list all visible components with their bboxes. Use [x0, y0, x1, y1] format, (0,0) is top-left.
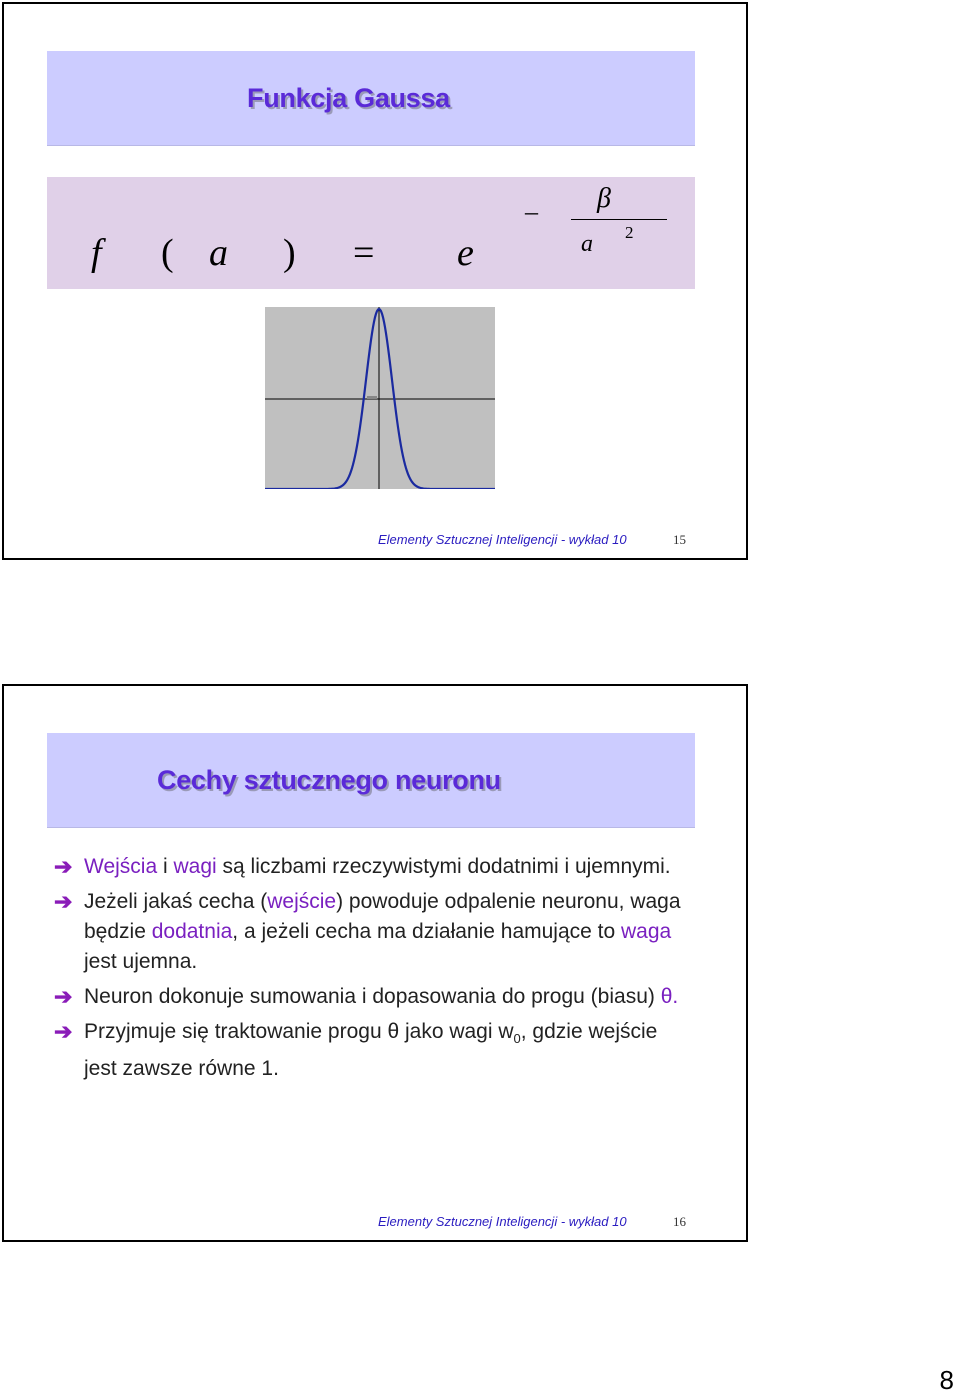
bullet-text: ) powoduje odpalenie neuronu, waga będzie: [84, 890, 681, 943]
bullet-text: , gdzie wejście jest zawsze równe 1.: [84, 1020, 658, 1081]
formula-lparen: (: [161, 232, 174, 274]
bullet-text: 0: [513, 1031, 521, 1047]
slide-16: [2, 684, 748, 1242]
bullet-item: [54, 1017, 694, 1084]
gauss-formula: [47, 177, 695, 289]
bullet-text: i: [157, 855, 174, 878]
highlighted-term: wejście: [267, 890, 337, 913]
footer-text: Elementy Sztucznej Inteligencji - wykład 10: [378, 1214, 627, 1229]
sheet-number: 8: [939, 1365, 954, 1395]
slide-title: Funkcja Gaussa: [247, 82, 450, 113]
bullet-text: Jeżeli jakaś cecha (: [84, 890, 268, 913]
formula-f: f: [91, 232, 102, 274]
arrow-bullet-icon: ➔: [54, 854, 73, 879]
bullet-text: Przyjmuje się traktowanie progu θ jako wagi w: [84, 1020, 514, 1043]
formula-equals: =: [353, 232, 375, 274]
gauss-plot-svg: [265, 307, 495, 489]
bullet-text: są liczbami rzeczywistymi dodatnimi i ujemnymi.: [216, 855, 671, 878]
highlighted-term: wagi: [173, 855, 217, 878]
highlighted-term: Wejścia: [84, 855, 158, 878]
slide-title: Cechy sztucznego neuronu: [157, 764, 501, 795]
bullet-list: [54, 852, 694, 1089]
page-number: 16: [673, 1214, 686, 1229]
page-number: 15: [673, 532, 686, 547]
highlighted-term: dodatnia: [151, 920, 233, 943]
highlighted-term: .: [672, 985, 679, 1008]
formula-exp-2: 2: [625, 223, 634, 242]
formula-minus: –: [525, 197, 538, 226]
formula-e: e: [457, 232, 474, 274]
arrow-bullet-icon: ➔: [54, 984, 73, 1009]
title-bar: [47, 51, 695, 146]
formula-beta: β: [597, 183, 611, 214]
bullet-item: [54, 982, 694, 1012]
arrow-bullet-icon: ➔: [54, 1019, 73, 1044]
highlighted-term: waga: [621, 920, 672, 943]
formula-exp-a: a: [581, 231, 593, 257]
arrow-bullet-icon: ➔: [54, 889, 73, 914]
bullet-item: [54, 887, 694, 977]
title-bar: [47, 733, 695, 828]
bullet-item: [54, 852, 694, 882]
fraction-bar: [571, 219, 667, 220]
highlighted-term: θ: [660, 985, 673, 1008]
bullet-text: Neuron dokonuje sumowania i dopasowania do progu (biasu): [84, 985, 661, 1008]
slide-15: [2, 2, 748, 560]
formula-a: a: [209, 232, 228, 274]
footer-text: Elementy Sztucznej Inteligencji - wykład 10: [378, 532, 627, 547]
formula-rparen: ): [283, 232, 296, 274]
bullet-text: , a jeżeli cecha ma działanie hamujące to: [232, 920, 622, 943]
gauss-plot: [265, 307, 495, 489]
bullet-text: jest ujemna.: [84, 950, 198, 973]
tick-mark: [367, 396, 377, 399]
